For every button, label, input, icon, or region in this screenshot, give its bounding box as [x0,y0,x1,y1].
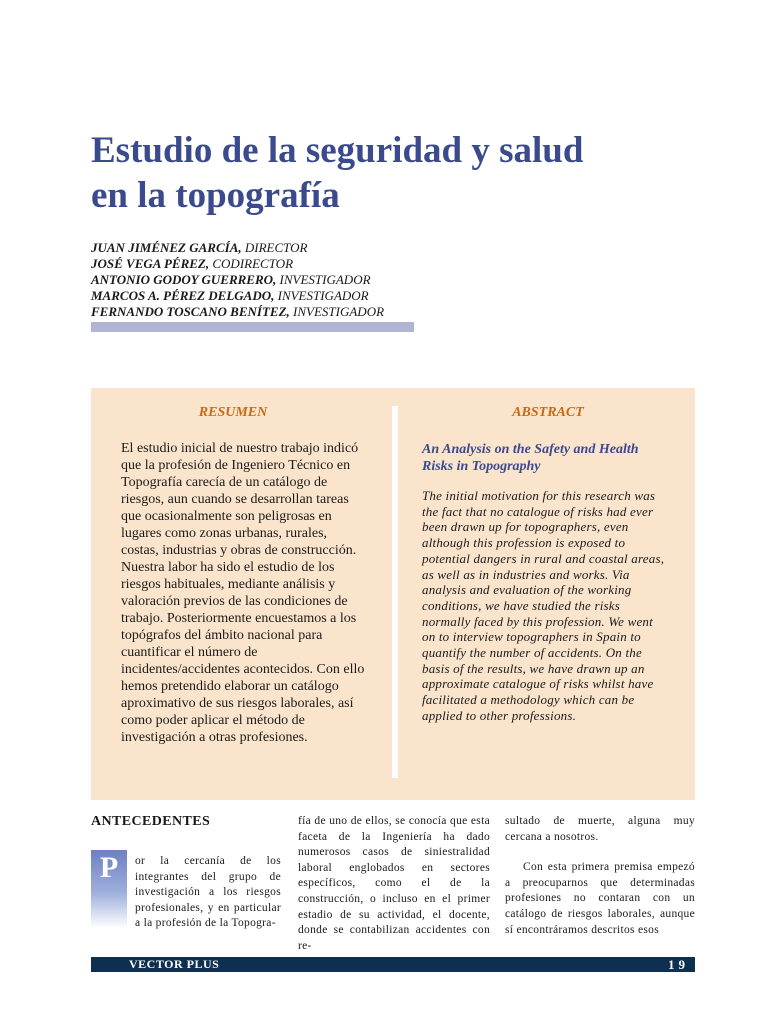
resumen-heading: RESUMEN [198,405,268,420]
body-paragraph: sultado de muerte, alguna muy cercana a nosotros. [505,815,695,843]
journal-name: VECTOR PLUS [129,957,220,971]
author-role: CODIRECTOR [212,256,294,271]
body-column-1: or la cercanía de los integrantes del grupo de investigación a los riesgos profesionales, y en particular a la profesión de la Topogra- [135,855,281,930]
author-name: JOSÉ VEGA PÉREZ, [91,256,210,271]
column-divider [392,406,398,778]
abstract-subtitle: An Analysis on the Safety and Health Risks in Topography [422,442,639,474]
author-name: ANTONIO GODOY GUERRERO, [91,272,277,287]
author-line [91,272,511,288]
author-line [91,256,511,272]
drop-cap-letter: P [99,851,119,884]
author-name: MARCOS A. PÉREZ DELGADO, [91,288,275,303]
author-role: INVESTIGADOR [277,288,369,303]
author-role: DIRECTOR [244,240,308,255]
body-column-3 [505,814,695,938]
author-line [91,240,511,256]
author-name: JUAN JIMÉNEZ GARCÍA, [91,240,242,255]
title-line-1: Estudio de la seguridad y salud [91,130,584,171]
page-number: 19 [668,957,689,972]
author-line [91,304,511,320]
abstract-heading: ABSTRACT [512,405,584,420]
abstract-box [91,388,695,800]
title-line-2: en la topografía [91,175,340,216]
author-role: INVESTIGADOR [293,304,385,319]
body-paragraph: Con esta primera premisa empezó a preocuparnos que determinadas profesiones no contaran con un catálogo de riesgos laborales, aunque sí encontráramos descritos esos [505,861,695,936]
author-name: FERNANDO TOSCANO BENÍTEZ, [91,304,290,319]
author-line [91,288,511,304]
abstract-text: The initial motivation for this research was the fact that no catalogue of risks had ever been drawn up for topographers, even although this profession is exposed to potential dangers in rural and coastal areas, as well as in industries and works. Via analysis and evaluation of the working conditions, we have studied the risks normally faced by this profession. We went on to interview topographers in Spain to quantify the number of accidents. On the basis of the results, we have drawn up an approximate catalogue of risks whilst have facilitated a methodology which can be applied to other professions. [422,488,665,723]
author-underline-bar [91,322,414,332]
section-heading: ANTECEDENTES [91,814,211,829]
body-column-2: fía de uno de ellos, se conocía que esta faceta de la Ingeniería ha dado numerosos casos de siniestralidad laboral englobados en sectores específicos, como el de la construcción, o incluso en el primer estadio de su actividad, el docente, donde se contabilizan accidentes con re- [298,815,490,952]
author-role: INVESTIGADOR [279,272,371,287]
resumen-text: El estudio inicial de nuestro trabajo indicó que la profesión de Ingeniero Técnico en Topografía carecía de un catálogo de riesgos, aun cuando se desarrollan tareas que ocasionalmente son peligrosas en lugares como zonas urbanas, rurales, costas, industrias y obras de construcción. Nuestra labor ha sido el estudio de los riesgos habituales, mediante análisis y valoración previos de las condiciones de trabajo. Posteriormente encuestamos a los topógrafos del ámbito nacional para cuantificar el número de incidentes/accidentes acontecidos. Con ello hemos pretendido elaborar un catálogo aproximativo de sus riesgos laborales, así como poder aplicar el método de investigación a otras profesiones. [121,441,365,745]
drop-cap [91,850,127,928]
author-list [91,240,511,320]
article-title [91,128,691,218]
footer-bar [91,957,695,972]
